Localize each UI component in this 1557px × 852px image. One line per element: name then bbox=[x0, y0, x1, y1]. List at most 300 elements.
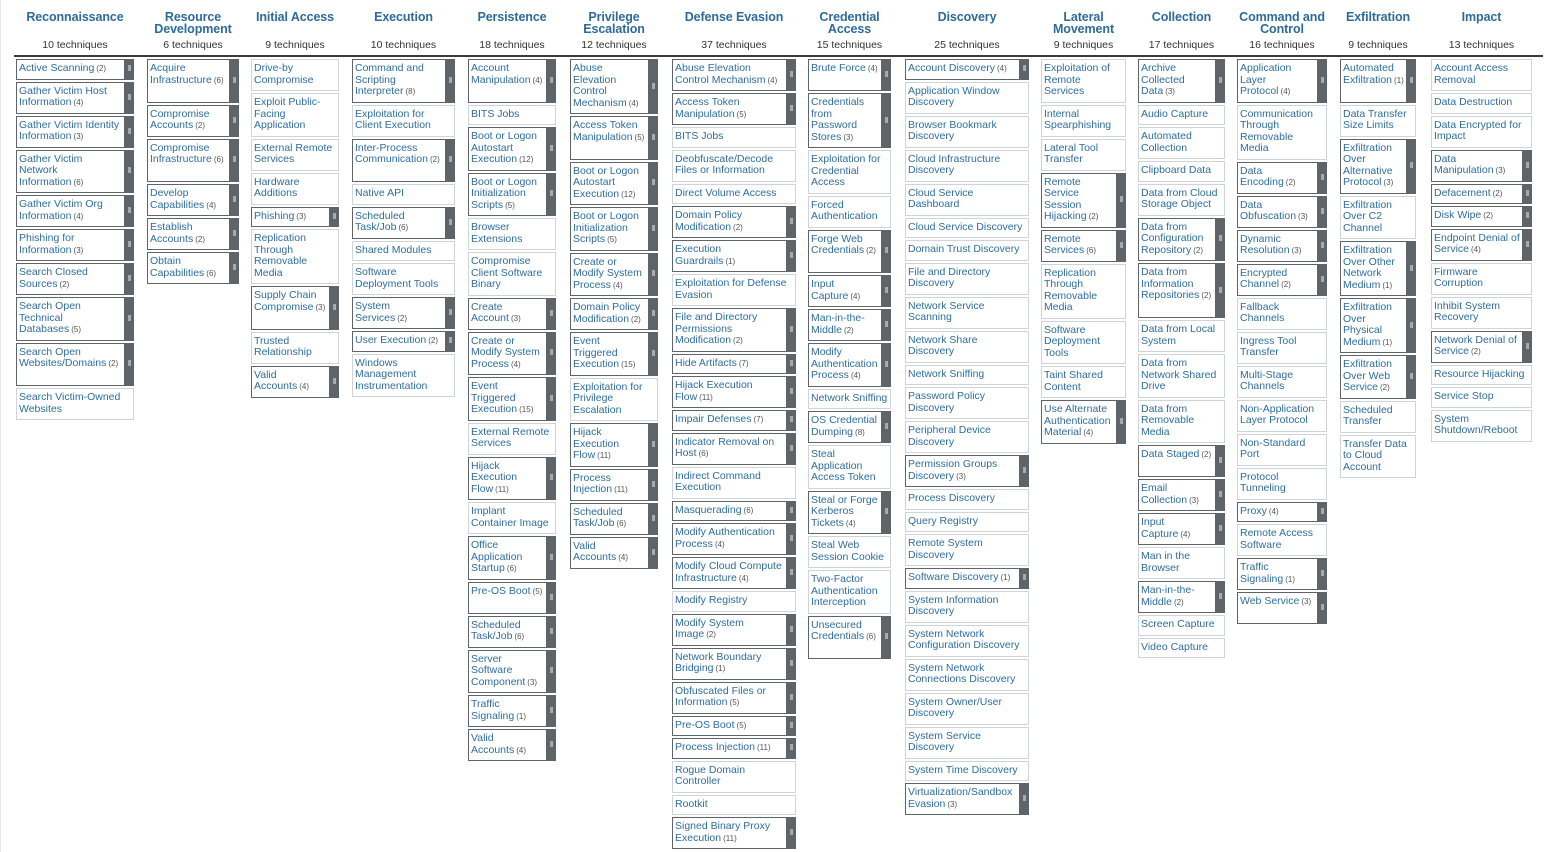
technique-cell[interactable] bbox=[672, 614, 787, 646]
expand-subtechniques-handle[interactable] bbox=[1523, 150, 1532, 182]
technique-cell[interactable] bbox=[1431, 184, 1523, 205]
technique-cell[interactable] bbox=[468, 218, 556, 250]
expand-subtechniques-handle[interactable] bbox=[230, 139, 239, 183]
tactic-header[interactable] bbox=[141, 11, 245, 35]
technique-cell[interactable] bbox=[1237, 366, 1327, 398]
technique-cell[interactable] bbox=[1431, 116, 1532, 148]
tactic-name[interactable]: Credential Access bbox=[819, 10, 880, 36]
expand-subtechniques-handle[interactable] bbox=[649, 537, 658, 569]
expand-subtechniques-handle[interactable] bbox=[787, 93, 796, 125]
expand-subtechniques-handle[interactable] bbox=[1318, 59, 1327, 103]
technique-cell[interactable] bbox=[352, 241, 455, 262]
expand-subtechniques-handle[interactable] bbox=[1523, 229, 1532, 261]
technique-cell[interactable] bbox=[1431, 206, 1523, 227]
expand-subtechniques-handle[interactable] bbox=[1407, 59, 1416, 103]
technique-cell[interactable] bbox=[672, 716, 787, 737]
technique-cell[interactable] bbox=[352, 59, 446, 103]
expand-subtechniques-handle[interactable] bbox=[787, 308, 796, 352]
technique-cell[interactable] bbox=[468, 59, 547, 103]
expand-subtechniques-handle[interactable] bbox=[1407, 241, 1416, 296]
expand-subtechniques-handle[interactable] bbox=[787, 501, 796, 522]
technique-cell[interactable] bbox=[1237, 400, 1327, 432]
technique-cell[interactable] bbox=[251, 229, 339, 284]
technique-cell[interactable] bbox=[16, 343, 125, 387]
expand-subtechniques-handle[interactable] bbox=[882, 59, 891, 91]
tactic-name[interactable]: Defense Evasion bbox=[684, 10, 784, 24]
technique-cell[interactable] bbox=[147, 218, 230, 250]
technique-cell[interactable] bbox=[468, 298, 547, 330]
technique-cell[interactable] bbox=[1340, 139, 1407, 194]
technique-cell[interactable] bbox=[1237, 468, 1327, 500]
technique-cell[interactable] bbox=[1340, 355, 1407, 399]
technique-cell[interactable] bbox=[808, 343, 882, 387]
technique-cell[interactable] bbox=[468, 105, 556, 126]
expand-subtechniques-handle[interactable] bbox=[547, 298, 556, 330]
technique-cell[interactable] bbox=[905, 59, 1020, 80]
technique-cell[interactable] bbox=[468, 616, 547, 648]
expand-subtechniques-handle[interactable] bbox=[125, 229, 134, 261]
technique-cell[interactable] bbox=[905, 783, 1020, 815]
expand-subtechniques-handle[interactable] bbox=[446, 331, 455, 352]
expand-subtechniques-handle[interactable] bbox=[547, 616, 556, 648]
technique-cell[interactable] bbox=[905, 116, 1029, 148]
technique-cell[interactable] bbox=[16, 195, 125, 227]
technique-cell[interactable] bbox=[251, 59, 339, 91]
expand-subtechniques-handle[interactable] bbox=[649, 253, 658, 297]
expand-subtechniques-handle[interactable] bbox=[547, 582, 556, 614]
expand-subtechniques-handle[interactable] bbox=[330, 286, 339, 330]
technique-cell[interactable] bbox=[251, 173, 339, 205]
expand-subtechniques-handle[interactable] bbox=[1117, 230, 1126, 262]
technique-cell[interactable] bbox=[1138, 59, 1216, 103]
technique-cell[interactable] bbox=[1431, 150, 1523, 182]
technique-cell[interactable] bbox=[1138, 161, 1225, 182]
technique-cell[interactable] bbox=[672, 206, 787, 238]
expand-subtechniques-handle[interactable] bbox=[649, 162, 658, 206]
technique-cell[interactable] bbox=[468, 582, 547, 614]
technique-cell[interactable] bbox=[468, 457, 547, 501]
expand-subtechniques-handle[interactable] bbox=[882, 275, 891, 307]
expand-subtechniques-handle[interactable] bbox=[330, 207, 339, 228]
technique-cell[interactable] bbox=[808, 389, 891, 410]
technique-cell[interactable] bbox=[570, 162, 649, 206]
expand-subtechniques-handle[interactable] bbox=[882, 491, 891, 535]
tactic-header[interactable] bbox=[347, 11, 460, 23]
technique-cell[interactable] bbox=[468, 377, 547, 421]
technique-cell[interactable] bbox=[1041, 105, 1126, 137]
technique-cell[interactable] bbox=[672, 795, 796, 816]
technique-cell[interactable] bbox=[1138, 638, 1225, 659]
technique-cell[interactable] bbox=[672, 648, 787, 680]
technique-cell[interactable] bbox=[905, 387, 1029, 419]
expand-subtechniques-handle[interactable] bbox=[547, 127, 556, 171]
technique-cell[interactable] bbox=[1138, 615, 1225, 636]
tactic-name[interactable]: Impact bbox=[1461, 10, 1502, 24]
tactic-header[interactable] bbox=[1231, 11, 1333, 35]
tactic-name[interactable]: Initial Access bbox=[255, 10, 335, 24]
technique-cell[interactable] bbox=[1340, 241, 1407, 296]
technique-cell[interactable] bbox=[16, 150, 125, 194]
expand-subtechniques-handle[interactable] bbox=[787, 354, 796, 375]
technique-cell[interactable] bbox=[1237, 332, 1327, 364]
expand-subtechniques-handle[interactable] bbox=[446, 207, 455, 239]
tactic-name[interactable]: Discovery bbox=[937, 10, 997, 24]
technique-cell[interactable] bbox=[570, 332, 649, 376]
technique-cell[interactable] bbox=[251, 286, 330, 330]
technique-cell[interactable] bbox=[1041, 173, 1117, 228]
expand-subtechniques-handle[interactable] bbox=[787, 614, 796, 646]
technique-cell[interactable] bbox=[672, 376, 787, 408]
expand-subtechniques-handle[interactable] bbox=[787, 206, 796, 238]
technique-cell[interactable] bbox=[1041, 366, 1126, 398]
technique-cell[interactable] bbox=[672, 591, 796, 612]
expand-subtechniques-handle[interactable] bbox=[1318, 592, 1327, 624]
technique-cell[interactable] bbox=[672, 93, 787, 125]
expand-subtechniques-handle[interactable] bbox=[882, 616, 891, 660]
expand-subtechniques-handle[interactable] bbox=[649, 59, 658, 114]
technique-cell[interactable] bbox=[1138, 218, 1216, 262]
tactic-name[interactable]: Collection bbox=[1151, 10, 1212, 24]
technique-cell[interactable] bbox=[1041, 59, 1126, 103]
expand-subtechniques-handle[interactable] bbox=[649, 423, 658, 467]
expand-subtechniques-handle[interactable] bbox=[547, 729, 556, 761]
technique-cell[interactable] bbox=[1138, 445, 1216, 477]
technique-cell[interactable] bbox=[570, 537, 649, 569]
expand-subtechniques-handle[interactable] bbox=[125, 195, 134, 227]
technique-cell[interactable] bbox=[905, 297, 1029, 329]
technique-cell[interactable] bbox=[808, 230, 882, 274]
technique-cell[interactable] bbox=[1431, 410, 1532, 442]
tactic-name[interactable]: Persistence bbox=[477, 10, 547, 24]
technique-cell[interactable] bbox=[468, 650, 547, 694]
expand-subtechniques-handle[interactable] bbox=[1020, 783, 1029, 815]
expand-subtechniques-handle[interactable] bbox=[649, 116, 658, 160]
technique-cell[interactable] bbox=[1340, 105, 1416, 137]
technique-cell[interactable] bbox=[1431, 229, 1523, 261]
technique-cell[interactable] bbox=[1041, 264, 1126, 319]
technique-cell[interactable] bbox=[147, 139, 230, 183]
expand-subtechniques-handle[interactable] bbox=[1407, 355, 1416, 399]
technique-cell[interactable] bbox=[905, 625, 1029, 657]
expand-subtechniques-handle[interactable] bbox=[125, 82, 134, 114]
tactic-header[interactable] bbox=[1334, 11, 1422, 23]
expand-subtechniques-handle[interactable] bbox=[330, 366, 339, 398]
expand-subtechniques-handle[interactable] bbox=[882, 230, 891, 274]
expand-subtechniques-handle[interactable] bbox=[547, 457, 556, 501]
technique-cell[interactable] bbox=[1237, 196, 1318, 228]
tactic-header[interactable] bbox=[1427, 11, 1537, 23]
expand-subtechniques-handle[interactable] bbox=[787, 738, 796, 759]
technique-cell[interactable] bbox=[16, 116, 125, 148]
technique-cell[interactable] bbox=[1041, 321, 1126, 365]
expand-subtechniques-handle[interactable] bbox=[649, 332, 658, 376]
technique-cell[interactable] bbox=[1041, 139, 1126, 171]
expand-subtechniques-handle[interactable] bbox=[882, 309, 891, 341]
technique-cell[interactable] bbox=[672, 308, 787, 352]
technique-cell[interactable] bbox=[808, 445, 891, 489]
tactic-name[interactable]: Execution bbox=[374, 10, 433, 24]
expand-subtechniques-handle[interactable] bbox=[1318, 558, 1327, 590]
expand-subtechniques-handle[interactable] bbox=[1216, 445, 1225, 477]
technique-cell[interactable] bbox=[147, 252, 230, 284]
tactic-header[interactable] bbox=[802, 11, 897, 35]
technique-cell[interactable] bbox=[1138, 354, 1225, 398]
technique-cell[interactable] bbox=[905, 218, 1029, 239]
technique-cell[interactable] bbox=[16, 229, 125, 261]
technique-cell[interactable] bbox=[1431, 365, 1532, 386]
technique-cell[interactable] bbox=[1431, 263, 1532, 295]
expand-subtechniques-handle[interactable] bbox=[446, 59, 455, 103]
technique-cell[interactable] bbox=[251, 139, 339, 171]
expand-subtechniques-handle[interactable] bbox=[125, 59, 134, 80]
expand-subtechniques-handle[interactable] bbox=[1020, 455, 1029, 487]
expand-subtechniques-handle[interactable] bbox=[1523, 206, 1532, 227]
technique-cell[interactable] bbox=[1237, 434, 1327, 466]
technique-cell[interactable] bbox=[251, 332, 339, 364]
expand-subtechniques-handle[interactable] bbox=[787, 557, 796, 589]
expand-subtechniques-handle[interactable] bbox=[787, 240, 796, 272]
expand-subtechniques-handle[interactable] bbox=[1020, 59, 1029, 80]
technique-cell[interactable] bbox=[570, 469, 649, 501]
technique-cell[interactable] bbox=[905, 727, 1029, 759]
technique-cell[interactable] bbox=[905, 150, 1029, 182]
expand-subtechniques-handle[interactable] bbox=[230, 184, 239, 216]
expand-subtechniques-handle[interactable] bbox=[1523, 331, 1532, 363]
expand-subtechniques-handle[interactable] bbox=[1216, 59, 1225, 103]
technique-cell[interactable] bbox=[352, 184, 455, 205]
tactic-header[interactable] bbox=[899, 11, 1035, 23]
technique-cell[interactable] bbox=[1138, 400, 1225, 444]
technique-cell[interactable] bbox=[352, 331, 446, 352]
technique-cell[interactable] bbox=[468, 729, 547, 761]
technique-cell[interactable] bbox=[808, 309, 882, 341]
technique-cell[interactable] bbox=[808, 93, 882, 148]
technique-cell[interactable] bbox=[570, 503, 649, 535]
technique-cell[interactable] bbox=[1237, 264, 1318, 296]
technique-cell[interactable] bbox=[570, 116, 649, 160]
technique-cell[interactable] bbox=[1138, 105, 1225, 126]
technique-cell[interactable] bbox=[672, 433, 787, 465]
expand-subtechniques-handle[interactable] bbox=[1117, 173, 1126, 228]
expand-subtechniques-handle[interactable] bbox=[1318, 264, 1327, 296]
expand-subtechniques-handle[interactable] bbox=[125, 263, 134, 295]
technique-cell[interactable] bbox=[905, 82, 1029, 114]
technique-cell[interactable] bbox=[1431, 93, 1532, 114]
expand-subtechniques-handle[interactable] bbox=[787, 682, 796, 714]
expand-subtechniques-handle[interactable] bbox=[547, 377, 556, 421]
technique-cell[interactable] bbox=[808, 536, 891, 568]
expand-subtechniques-handle[interactable] bbox=[1407, 298, 1416, 353]
technique-cell[interactable] bbox=[905, 568, 1020, 589]
expand-subtechniques-handle[interactable] bbox=[1216, 513, 1225, 545]
tactic-name[interactable]: Lateral Movement bbox=[1052, 10, 1115, 36]
technique-cell[interactable] bbox=[352, 207, 446, 239]
expand-subtechniques-handle[interactable] bbox=[1117, 400, 1126, 444]
technique-cell[interactable] bbox=[672, 467, 796, 499]
technique-cell[interactable] bbox=[672, 274, 796, 306]
technique-cell[interactable] bbox=[672, 240, 787, 272]
technique-cell[interactable] bbox=[16, 263, 125, 295]
technique-cell[interactable] bbox=[808, 275, 882, 307]
technique-cell[interactable] bbox=[251, 93, 339, 137]
technique-cell[interactable] bbox=[905, 534, 1029, 566]
technique-cell[interactable] bbox=[905, 184, 1029, 216]
technique-cell[interactable] bbox=[570, 298, 649, 330]
expand-subtechniques-handle[interactable] bbox=[547, 536, 556, 580]
technique-cell[interactable] bbox=[905, 659, 1029, 691]
expand-subtechniques-handle[interactable] bbox=[1407, 139, 1416, 194]
expand-subtechniques-handle[interactable] bbox=[1020, 568, 1029, 589]
expand-subtechniques-handle[interactable] bbox=[125, 343, 134, 387]
expand-subtechniques-handle[interactable] bbox=[787, 410, 796, 431]
technique-cell[interactable] bbox=[808, 150, 891, 194]
expand-subtechniques-handle[interactable] bbox=[230, 218, 239, 250]
tactic-header[interactable] bbox=[666, 11, 802, 23]
expand-subtechniques-handle[interactable] bbox=[1216, 581, 1225, 613]
technique-cell[interactable] bbox=[352, 263, 455, 295]
technique-cell[interactable] bbox=[1340, 196, 1416, 240]
tactic-name[interactable]: Exfiltration bbox=[1345, 10, 1411, 24]
technique-cell[interactable] bbox=[672, 354, 787, 375]
technique-cell[interactable] bbox=[1138, 320, 1225, 352]
technique-cell[interactable] bbox=[672, 557, 787, 589]
technique-cell[interactable] bbox=[16, 388, 134, 420]
tactic-name[interactable]: Reconnaissance bbox=[26, 10, 124, 24]
technique-cell[interactable] bbox=[905, 693, 1029, 725]
technique-cell[interactable] bbox=[1431, 59, 1532, 91]
expand-subtechniques-handle[interactable] bbox=[649, 298, 658, 330]
technique-cell[interactable] bbox=[468, 536, 547, 580]
expand-subtechniques-handle[interactable] bbox=[547, 59, 556, 103]
technique-cell[interactable] bbox=[1138, 581, 1216, 613]
technique-cell[interactable] bbox=[905, 761, 1029, 782]
technique-cell[interactable] bbox=[16, 297, 125, 341]
expand-subtechniques-handle[interactable] bbox=[125, 297, 134, 341]
expand-subtechniques-handle[interactable] bbox=[1523, 184, 1532, 205]
technique-cell[interactable] bbox=[672, 150, 796, 182]
expand-subtechniques-handle[interactable] bbox=[125, 150, 134, 194]
technique-cell[interactable] bbox=[352, 139, 446, 183]
tactic-name[interactable]: Privilege Escalation bbox=[583, 10, 645, 36]
technique-cell[interactable] bbox=[1237, 59, 1318, 103]
expand-subtechniques-handle[interactable] bbox=[787, 817, 796, 849]
technique-cell[interactable] bbox=[672, 184, 796, 205]
expand-subtechniques-handle[interactable] bbox=[787, 59, 796, 91]
technique-cell[interactable] bbox=[905, 240, 1029, 261]
technique-cell[interactable] bbox=[147, 105, 230, 137]
technique-cell[interactable] bbox=[1237, 230, 1318, 262]
expand-subtechniques-handle[interactable] bbox=[547, 650, 556, 694]
technique-cell[interactable] bbox=[905, 455, 1020, 487]
technique-cell[interactable] bbox=[672, 501, 787, 522]
technique-cell[interactable] bbox=[672, 761, 796, 793]
expand-subtechniques-handle[interactable] bbox=[1216, 263, 1225, 318]
expand-subtechniques-handle[interactable] bbox=[230, 105, 239, 137]
technique-cell[interactable] bbox=[16, 82, 125, 114]
technique-cell[interactable] bbox=[1138, 184, 1225, 216]
technique-cell[interactable] bbox=[905, 365, 1029, 386]
expand-subtechniques-handle[interactable] bbox=[1216, 218, 1225, 262]
technique-cell[interactable] bbox=[468, 252, 556, 296]
technique-cell[interactable] bbox=[1237, 592, 1318, 624]
technique-cell[interactable] bbox=[147, 59, 230, 103]
expand-subtechniques-handle[interactable] bbox=[787, 716, 796, 737]
expand-subtechniques-handle[interactable] bbox=[882, 93, 891, 148]
tactic-header[interactable] bbox=[1035, 11, 1132, 35]
technique-cell[interactable] bbox=[1340, 401, 1416, 433]
expand-subtechniques-handle[interactable] bbox=[649, 207, 658, 251]
technique-cell[interactable] bbox=[147, 184, 230, 216]
technique-cell[interactable] bbox=[468, 332, 547, 376]
technique-cell[interactable] bbox=[1041, 400, 1117, 444]
expand-subtechniques-handle[interactable] bbox=[649, 503, 658, 535]
expand-subtechniques-handle[interactable] bbox=[787, 376, 796, 408]
technique-cell[interactable] bbox=[905, 591, 1029, 623]
technique-cell[interactable] bbox=[352, 354, 455, 398]
technique-cell[interactable] bbox=[1237, 105, 1327, 160]
technique-cell[interactable] bbox=[1138, 127, 1225, 159]
technique-cell[interactable] bbox=[672, 738, 787, 759]
technique-cell[interactable] bbox=[672, 523, 787, 555]
expand-subtechniques-handle[interactable] bbox=[787, 523, 796, 555]
tactic-name[interactable]: Resource Development bbox=[154, 10, 232, 36]
technique-cell[interactable] bbox=[1340, 59, 1407, 103]
technique-cell[interactable] bbox=[672, 817, 787, 849]
technique-cell[interactable] bbox=[1237, 558, 1318, 590]
tactic-header[interactable] bbox=[10, 11, 140, 23]
technique-cell[interactable] bbox=[808, 570, 891, 614]
technique-cell[interactable] bbox=[570, 378, 658, 422]
expand-subtechniques-handle[interactable] bbox=[547, 173, 556, 217]
tactic-header[interactable] bbox=[1132, 11, 1231, 23]
technique-cell[interactable] bbox=[352, 297, 446, 329]
technique-cell[interactable] bbox=[1138, 547, 1225, 579]
technique-cell[interactable] bbox=[352, 105, 455, 137]
technique-cell[interactable] bbox=[1340, 435, 1416, 479]
technique-cell[interactable] bbox=[1431, 387, 1532, 408]
tactic-header[interactable] bbox=[462, 11, 562, 23]
expand-subtechniques-handle[interactable] bbox=[547, 332, 556, 376]
expand-subtechniques-handle[interactable] bbox=[882, 343, 891, 387]
technique-cell[interactable] bbox=[808, 59, 882, 91]
technique-cell[interactable] bbox=[808, 616, 882, 660]
technique-cell[interactable] bbox=[570, 207, 649, 251]
technique-cell[interactable] bbox=[905, 489, 1029, 510]
technique-cell[interactable] bbox=[905, 263, 1029, 295]
technique-cell[interactable] bbox=[808, 196, 891, 228]
expand-subtechniques-handle[interactable] bbox=[1318, 196, 1327, 228]
expand-subtechniques-handle[interactable] bbox=[1216, 479, 1225, 511]
expand-subtechniques-handle[interactable] bbox=[446, 139, 455, 183]
tactic-header[interactable] bbox=[564, 11, 664, 35]
technique-cell[interactable] bbox=[672, 410, 787, 431]
expand-subtechniques-handle[interactable] bbox=[1318, 162, 1327, 194]
expand-subtechniques-handle[interactable] bbox=[547, 695, 556, 727]
technique-cell[interactable] bbox=[808, 411, 882, 443]
technique-cell[interactable] bbox=[468, 173, 547, 217]
technique-cell[interactable] bbox=[16, 59, 125, 80]
expand-subtechniques-handle[interactable] bbox=[1318, 502, 1327, 523]
technique-cell[interactable] bbox=[468, 695, 547, 727]
expand-subtechniques-handle[interactable] bbox=[230, 59, 239, 103]
technique-cell[interactable] bbox=[251, 207, 330, 228]
technique-cell[interactable] bbox=[1237, 162, 1318, 194]
technique-cell[interactable] bbox=[1138, 479, 1216, 511]
expand-subtechniques-handle[interactable] bbox=[446, 297, 455, 329]
technique-cell[interactable] bbox=[1340, 298, 1407, 353]
technique-cell[interactable] bbox=[468, 423, 556, 455]
technique-cell[interactable] bbox=[570, 59, 649, 114]
